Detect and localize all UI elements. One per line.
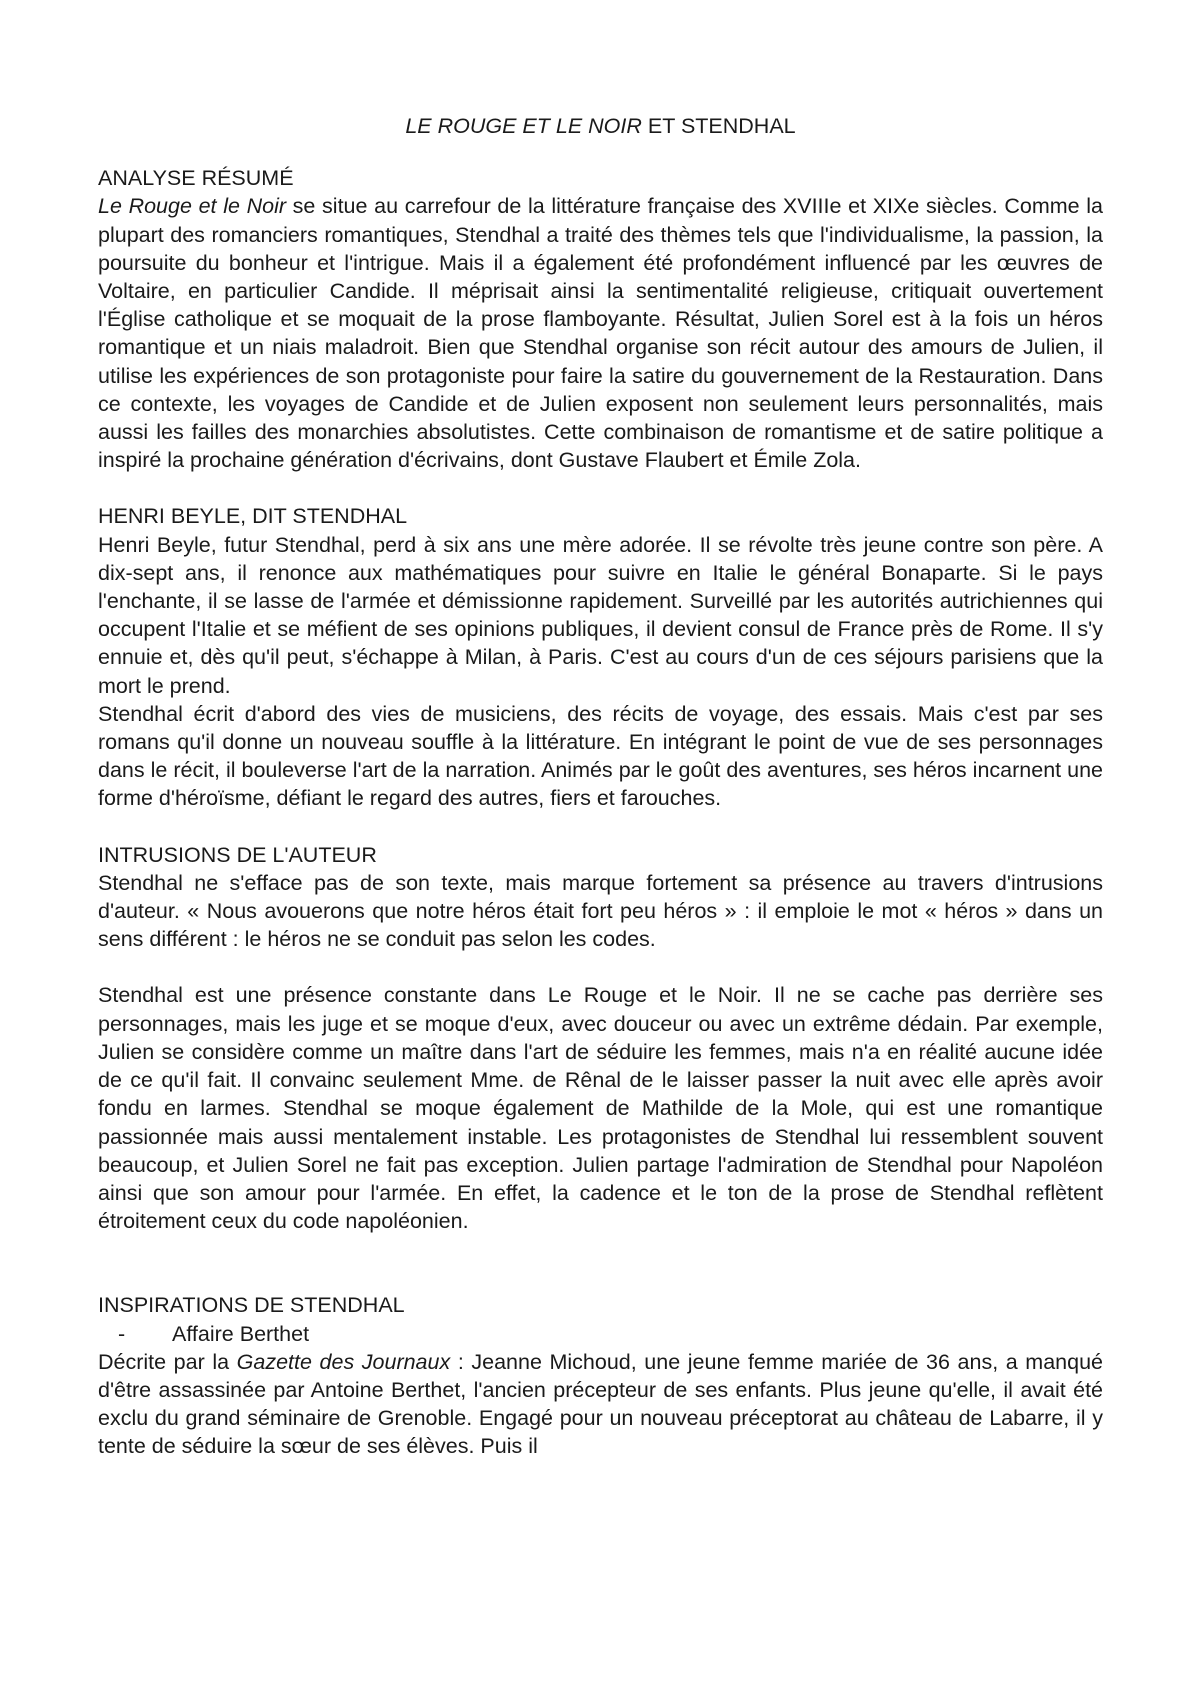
section-biographie (98, 502, 1103, 812)
paragraph-analyse: Le Rouge et le Noir se situe au carrefour de la littérature française des XVIIIe et XIXe siècles. Comme la plupart des romanciers romantiques, Stendhal a traité des thèmes tels que l'individualisme, la passion, la poursuite du bonheur et l'intrigue. Mais il a également été profondément influencé par les œuvres de Voltaire, en particulier Candide. Il méprisait ainsi la sentimentalité religieuse, critiquait ouvertement l'Église catholique et se moquait de la prose flamboyante. Résultat, Julien Sorel est à la fois un héros romantique et un niais maladroit. Bien que Stendhal organise son récit autour des amours de Julien, il utilise les expériences de son protagoniste pour faire la satire du gouvernement de la Restauration. Dans ce contexte, les voyages de Candide et de Julien exposent non seulement leurs personnalités, mais aussi les failles des monarchies absolutistes. Cette combinaison de romantisme et de satire politique a inspiré la prochaine génération d'écrivains, dont Gustave Flaubert et Émile Zola. (98, 194, 1103, 473)
bullet-label: Affaire Berthet (172, 1321, 310, 1346)
section-heading-biographie: HENRI BEYLE, DIT STENDHAL (98, 504, 408, 529)
paragraph-intrusions-2: Stendhal est une présence constante dans Le Rouge et le Noir. Il ne se cache pas derrière ses personnages, mais les juge et se moque d'eux, avec douceur ou avec un extrême dédain. Par exemple, Julien se considère comme un maître dans l'art de séduire les femmes, mais n'a en réalité aucune idée de ce qu'il fait. Il convainc seulement Mme. de Rênal de le laisser passer la nuit avec elle après avoir fondu en larmes. Stendhal se moque également de Mathilde de la Mole, qui est une romantique passionnée mais aussi mentalement instable. Les protagonistes de Stendhal lui ressemblent souvent beaucoup, et Julien Sorel ne fait pas exception. Julien partage l'admiration de Stendhal pour Napoléon ainsi que son amour pour l'armée. En effet, la cadence et le ton de la prose de Stendhal reflètent étroitement ceux du code napoléonien. (98, 983, 1103, 1234)
paragraph-biographie-1: Henri Beyle, futur Stendhal, perd à six ans une mère adorée. Il se révolte très jeune contre son père. A dix-sept ans, il renonce aux mathématiques pour suivre en Italie le général Bonaparte. Si le pays l'enchante, il se lasse de l'armée et démissionne rapidement. Surveillé par les autorités autrichiennes qui occupent l'Italie et se méfient de ses opinions publiques, il devient consul de France près de Rome. Il s'y ennuie et, dès qu'il peut, s'échappe à Milan, à Paris. C'est au cours d'un de ces séjours parisiens que la mort le prend. (98, 532, 1103, 698)
section-heading-analyse: ANALYSE RÉSUMÉ (98, 166, 294, 191)
paragraph-inspirations: Décrite par la Gazette des Journaux : Jeanne Michoud, une jeune femme mariée de 36 ans, a manqué d'être assassinée par Antoine Berthet, l'ancien précepteur de ses enfants. Plus jeune qu'elle, il avait été exclu du grand séminaire de Grenoble. Engagé pour un nouveau préceptorat au château de Labarre, il y tente de séduire la sœur de ses élèves. Puis il (98, 1349, 1103, 1459)
bullet-item-affaire-berthet (98, 1320, 1103, 1348)
title-italic: LE ROUGE ET LE NOIR (405, 114, 642, 138)
bullet-dash: - (118, 1321, 126, 1346)
italic-source: Gazette des Journaux (236, 1349, 451, 1374)
section-intrusions (98, 841, 1103, 1236)
italic-work-title: Le Rouge et le Noir (98, 194, 287, 219)
document-title (98, 112, 1103, 140)
section-inspirations (98, 1291, 1103, 1460)
section-analyse (98, 164, 1103, 474)
section-heading-inspirations: INSPIRATIONS DE STENDHAL (98, 1293, 405, 1318)
title-rest: ET STENDHAL (641, 114, 796, 138)
paragraph-intrusions-1: Stendhal ne s'efface pas de son texte, mais marque fortement sa présence au travers d'intrusions d'auteur. « Nous avouerons que notre héros était fort peu héros » : il emploie le mot « héros » dans un sens différent : le héros ne se conduit pas selon les codes. (98, 870, 1103, 952)
section-heading-intrusions: INTRUSIONS DE L'AUTEUR (98, 842, 377, 867)
paragraph-biographie-2: Stendhal écrit d'abord des vies de musiciens, des récits de voyage, des essais. Mais c'est par ses romans qu'il donne un nouveau souffle à la littérature. En intégrant le point de vue de ses personnages dans le récit, il bouleverse l'art de la narration. Animés par le goût des aventures, ses héros incarnent une forme d'héroïsme, défiant le regard des autres, fiers et farouches. (98, 701, 1103, 811)
